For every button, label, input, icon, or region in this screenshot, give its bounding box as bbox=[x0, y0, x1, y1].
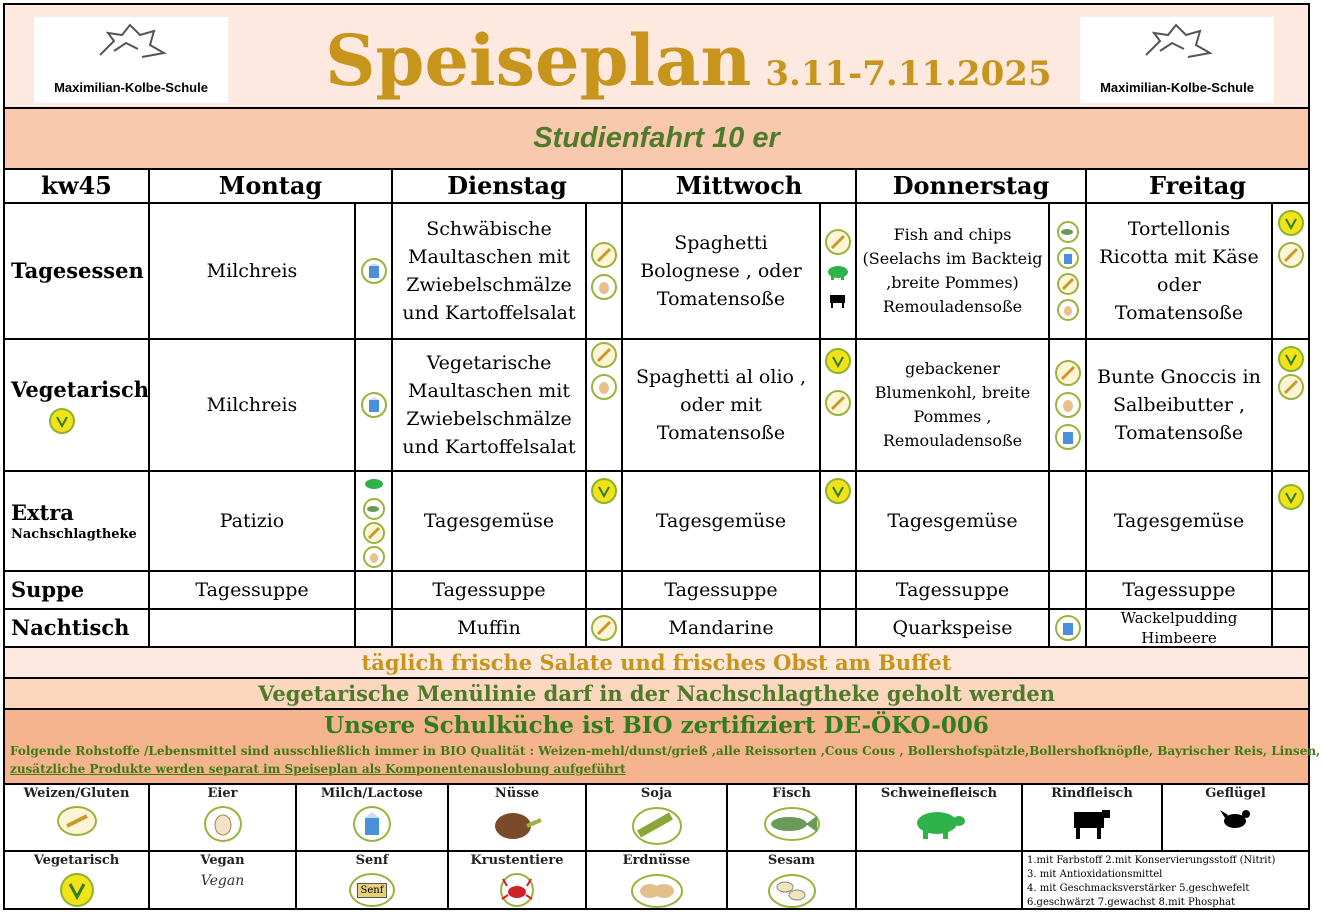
wheat-icon bbox=[825, 229, 851, 255]
row-label-tagesessen: Tagesessen bbox=[5, 204, 150, 340]
menu-cell: Tagessuppe bbox=[623, 572, 821, 610]
menu-cell: Patizio bbox=[150, 472, 356, 572]
row-label-suppe: Suppe bbox=[5, 572, 150, 610]
salad-band: täglich frische Salate und frisches Obst am Buffet bbox=[3, 648, 1310, 679]
legend-eier bbox=[150, 785, 297, 852]
milk-icon bbox=[353, 806, 391, 842]
pork-icon bbox=[824, 261, 852, 285]
vegetarian-icon bbox=[1278, 210, 1304, 236]
bio-certification: Unsere Schulküche ist BIO zertifiziert DE-ÖKO-006 bbox=[324, 712, 989, 739]
menu-cell: Tortellonis Ricotta mit Käse oder Tomatensoße bbox=[1087, 204, 1273, 340]
wheat-icon bbox=[825, 390, 851, 416]
menu-cell: Bunte Gnoccis in Salbeibutter , Tomatensoße bbox=[1087, 340, 1273, 472]
legend-krustentiere bbox=[449, 852, 587, 910]
legend-label: Schweinefleisch bbox=[880, 786, 998, 801]
allergen-icons bbox=[1050, 340, 1087, 472]
wheat-icon bbox=[363, 522, 385, 544]
day-header-donnerstag: Donnerstag bbox=[857, 170, 1087, 204]
legend-label: Milch/Lactose bbox=[320, 786, 424, 801]
legend-nuesse bbox=[449, 785, 587, 852]
row-label-text: Extra bbox=[11, 500, 74, 525]
egg-icon bbox=[591, 374, 617, 400]
legend-label: Rindfleisch bbox=[1051, 786, 1133, 801]
vegetarian-icon bbox=[825, 348, 851, 374]
legend-rind bbox=[1023, 785, 1163, 852]
legend-label: Soja bbox=[640, 786, 673, 801]
allergen-icons bbox=[356, 340, 393, 472]
legend-senf bbox=[297, 852, 449, 910]
header bbox=[3, 3, 1310, 109]
row-sublabel: Nachschlagtheke bbox=[11, 527, 137, 542]
legend-label: Krustentiere bbox=[470, 853, 564, 868]
day-header-mittwoch: Mittwoch bbox=[623, 170, 857, 204]
allergen-icons bbox=[356, 472, 393, 572]
legend-label: Sesam bbox=[767, 853, 816, 868]
school-emblem-icon bbox=[1138, 23, 1216, 73]
menu-cell: Tagesgemüse bbox=[623, 472, 821, 572]
menu-cell: Wackelpudding Himbeere bbox=[1087, 610, 1273, 648]
legend-schwein bbox=[857, 785, 1023, 852]
legend-sesam bbox=[728, 852, 857, 910]
allergen-icons bbox=[1273, 572, 1310, 610]
egg-icon bbox=[204, 806, 242, 842]
components-note: zusätzliche Produkte werden separat im Speiseplan als Komponentenauslobung aufgeführt bbox=[10, 762, 626, 776]
wheat-icon bbox=[57, 806, 97, 836]
egg-icon bbox=[591, 274, 617, 300]
legend-weizen bbox=[5, 785, 150, 852]
legend-vegan bbox=[150, 852, 297, 910]
legend-label: Nüsse bbox=[494, 786, 540, 801]
wheat-icon bbox=[591, 615, 617, 641]
menu-cell: Fish and chips (Seelachs im Backteig ,breite Pommes) Remouladensoße bbox=[857, 204, 1050, 340]
legend-label: Erdnüsse bbox=[622, 853, 691, 868]
legend-soja bbox=[587, 785, 728, 852]
allergen-icons bbox=[356, 572, 393, 610]
beef-icon bbox=[1070, 806, 1114, 840]
school-logo-right bbox=[1080, 17, 1274, 103]
egg-icon bbox=[363, 546, 385, 568]
legend-label: Weizen/Gluten bbox=[23, 786, 130, 801]
allergen-icons bbox=[821, 572, 857, 610]
allergen-icons bbox=[1273, 610, 1310, 648]
row-label-vegetarisch bbox=[5, 340, 150, 472]
allergen-icons bbox=[587, 204, 623, 340]
row-label-extra bbox=[5, 472, 150, 572]
menu-cell: Milchreis bbox=[150, 340, 356, 472]
note-line: 1.mit Farbstoff 2.mit Konservierungsstoff (Nitrit) bbox=[1027, 855, 1276, 866]
legend-label: Geflügel bbox=[1205, 786, 1266, 801]
wheat-icon bbox=[1278, 242, 1304, 268]
mustard-icon bbox=[349, 873, 395, 907]
wheat-icon bbox=[591, 342, 617, 368]
allergen-icons bbox=[821, 610, 857, 648]
page-title bbox=[325, 19, 1052, 103]
allergen-icons bbox=[356, 204, 393, 340]
day-header-dienstag: Dienstag bbox=[393, 170, 623, 204]
vegetarian-icon bbox=[825, 478, 851, 504]
crab-icon bbox=[497, 873, 537, 907]
milk-icon bbox=[361, 392, 387, 418]
allergen-icons bbox=[1050, 610, 1087, 648]
note-line: 3. mit Antioxidationsmittel bbox=[1027, 869, 1163, 880]
legend-fisch bbox=[728, 785, 857, 852]
wheat-icon bbox=[1055, 360, 1081, 386]
school-logo-left bbox=[34, 17, 228, 103]
allergen-icons bbox=[356, 610, 393, 648]
allergen-icons bbox=[587, 472, 623, 572]
note-line: 6.geschwärzt 7.gewachst 8.mit Phosphat bbox=[1027, 897, 1236, 908]
allergen-icons bbox=[1273, 472, 1310, 572]
fish-icon bbox=[763, 806, 821, 842]
mustard-jar-icon: Senf bbox=[357, 883, 388, 898]
menu-cell: Vegetarische Maultaschen mit Zwiebelschmälze und Kartoffelsalat bbox=[393, 340, 587, 472]
milk-icon bbox=[1057, 247, 1079, 269]
pork-icon bbox=[911, 806, 967, 840]
menu-cell: Tagessuppe bbox=[1087, 572, 1273, 610]
allergen-icons bbox=[1273, 204, 1310, 340]
menu-cell: Quarkspeise bbox=[857, 610, 1050, 648]
day-header-freitag: Freitag bbox=[1087, 170, 1310, 204]
allergen-icons bbox=[587, 340, 623, 472]
allergen-icons bbox=[821, 340, 857, 472]
menu-cell: Spaghetti al olio , oder mit Tomatensoße bbox=[623, 340, 821, 472]
logo-text: Maximilian-Kolbe-Schule bbox=[1100, 80, 1254, 95]
milk-icon bbox=[361, 258, 387, 284]
allergen-icons bbox=[587, 572, 623, 610]
legend-vegetarisch bbox=[5, 852, 150, 910]
menu-cell: Tagesgemüse bbox=[857, 472, 1050, 572]
menu-cell bbox=[150, 610, 356, 648]
vegan-logo-icon: Vegan bbox=[200, 873, 245, 889]
legend-label: Vegetarisch bbox=[33, 853, 120, 868]
menu-cell: Muffin bbox=[393, 610, 587, 648]
legend-erdnuesse bbox=[587, 852, 728, 910]
veg-line-band: Vegetarische Menülinie darf in der Nachschlagtheke geholt werden bbox=[3, 679, 1310, 710]
egg-icon bbox=[1055, 392, 1081, 418]
allergen-icons bbox=[1050, 472, 1087, 572]
allergen-icons bbox=[821, 472, 857, 572]
raw-materials-text: Folgende Rohstoffe /Lebensmittel sind ausschließlich immer in BIO Qualität : Weizen-mehl/dunst/grieß ,alle Reissorten ,Cous Cous , Bollershofspätzle,Bollershofknöpfle, Bayrischer Reis, Linsen, bbox=[10, 744, 1321, 758]
legend-label: Vegan bbox=[200, 853, 245, 868]
day-header-montag: Montag bbox=[150, 170, 393, 204]
egg-icon bbox=[1057, 299, 1079, 321]
vegetarian-icon bbox=[1278, 346, 1304, 372]
wheat-icon bbox=[591, 242, 617, 268]
menu-cell: Tagessuppe bbox=[150, 572, 356, 610]
allergen-icons bbox=[1050, 204, 1087, 340]
legend-gefluegel bbox=[1163, 785, 1310, 852]
vegetarian-icon bbox=[49, 408, 75, 434]
menu-cell: gebackener Blumenkohl, breite Pommes , Remouladensoße bbox=[857, 340, 1050, 472]
pork-icon bbox=[362, 474, 386, 496]
vegetarian-icon bbox=[591, 478, 617, 504]
legend-label: Senf bbox=[355, 853, 389, 868]
milk-icon bbox=[1055, 615, 1081, 641]
week-label: kw45 bbox=[5, 170, 150, 204]
fish-icon bbox=[1057, 221, 1079, 243]
menu-cell: Spaghetti Bolognese , oder Tomatensoße bbox=[623, 204, 821, 340]
menu-cell: Tagessuppe bbox=[857, 572, 1050, 610]
wheat-icon bbox=[1057, 273, 1079, 295]
menu-cell: Mandarine bbox=[623, 610, 821, 648]
row-label-text: Vegetarisch bbox=[11, 377, 149, 402]
row-label-nachtisch: Nachtisch bbox=[5, 610, 150, 648]
menu-cell: Tagesgemüse bbox=[1087, 472, 1273, 572]
sesame-icon bbox=[767, 873, 817, 909]
subtitle-band: Studienfahrt 10 er bbox=[3, 109, 1310, 170]
vegetarian-icon bbox=[60, 873, 94, 907]
beef-icon bbox=[827, 291, 849, 313]
milk-icon bbox=[1055, 424, 1081, 450]
menu-cell: Milchreis bbox=[150, 204, 356, 340]
allergen-icons bbox=[1050, 572, 1087, 610]
nut-icon bbox=[491, 806, 543, 842]
vegetarian-icon bbox=[1278, 484, 1304, 510]
peanut-icon bbox=[630, 873, 684, 909]
bio-band bbox=[3, 710, 1321, 785]
soy-icon bbox=[631, 806, 683, 846]
legend-label: Fisch bbox=[772, 786, 811, 801]
allergen-icons bbox=[587, 610, 623, 648]
legend-milch bbox=[297, 785, 449, 852]
additives-notes bbox=[1023, 852, 1310, 910]
menu-cell: Schwäbische Maultaschen mit Zwiebelschmälze und Kartoffelsalat bbox=[393, 204, 587, 340]
title-text: Speiseplan bbox=[325, 19, 752, 102]
legend-label: Eier bbox=[207, 786, 238, 801]
school-emblem-icon bbox=[92, 23, 170, 73]
menu-cell: Tagessuppe bbox=[393, 572, 587, 610]
allergen-icons bbox=[1273, 340, 1310, 472]
menu-cell: Tagesgemüse bbox=[393, 472, 587, 572]
allergen-icons bbox=[821, 204, 857, 340]
legend-empty bbox=[857, 852, 1023, 910]
logo-text: Maximilian-Kolbe-Schule bbox=[54, 80, 208, 95]
date-range: 3.11-7.11.2025 bbox=[765, 54, 1052, 94]
note-line: 4. mit Geschmacksverstärker 5.geschwefelt bbox=[1027, 883, 1250, 894]
poultry-icon bbox=[1219, 806, 1253, 834]
wheat-icon bbox=[1278, 374, 1304, 400]
fish-icon bbox=[363, 498, 385, 520]
